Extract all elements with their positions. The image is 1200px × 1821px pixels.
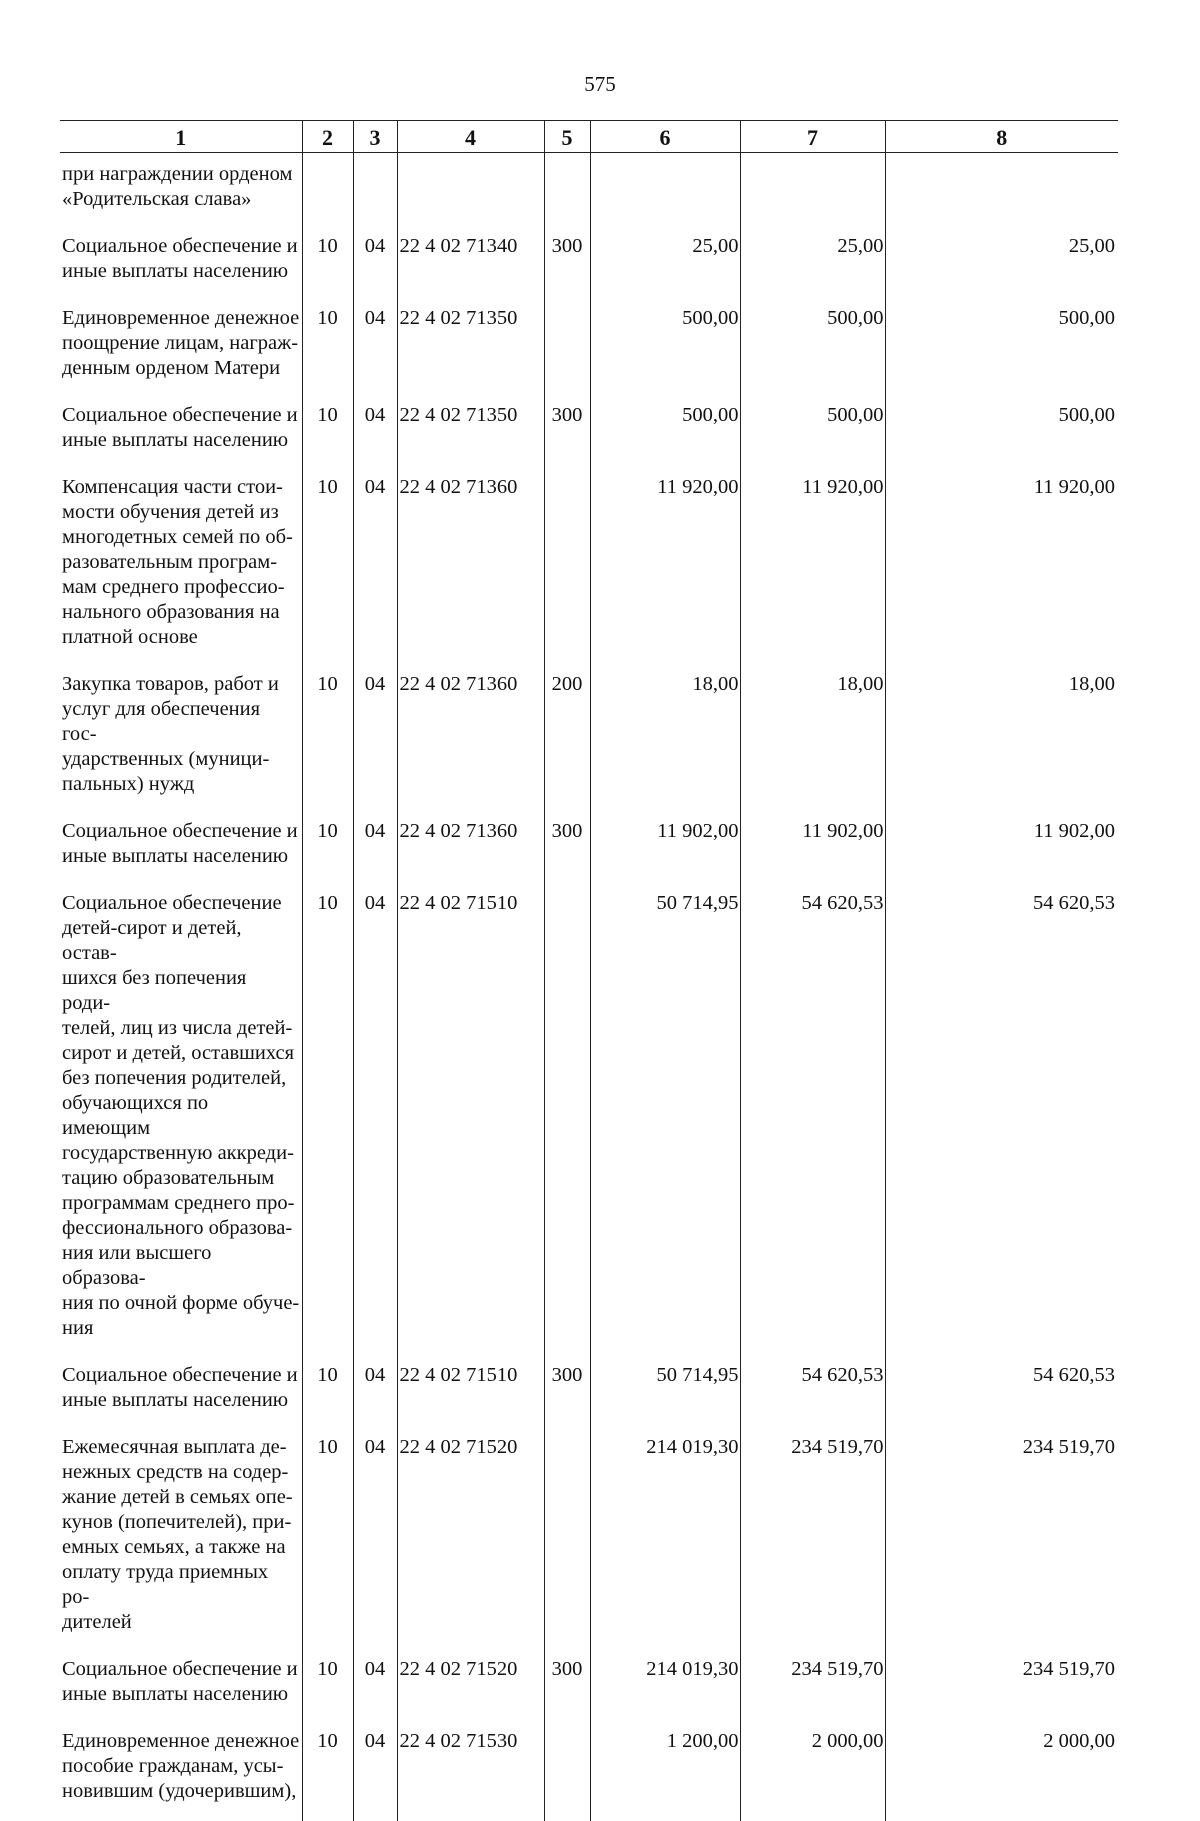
row-name-cell: Единовременное денежное пособие гражданам, усы- новившим (удочерившим),: [60, 1724, 302, 1821]
section-cell: 10: [302, 398, 353, 470]
amount-col8-cell: 2 000,00: [885, 1724, 1118, 1821]
table-row: [60, 886, 1118, 1358]
row-name-cell: Закупка товаров, работ и услуг для обеспечения гос- ударственных (муници- пальных) нужд: [60, 667, 302, 814]
section-cell: 10: [302, 470, 353, 667]
budget-table: [60, 120, 1118, 1821]
amount-col6-cell: 50 714,95: [590, 1358, 740, 1430]
expense-type-cell: 300: [544, 1652, 590, 1724]
amount-col8-cell: 11 920,00: [885, 470, 1118, 667]
table-row: [60, 470, 1118, 667]
expense-type-cell: [544, 1724, 590, 1821]
section-cell: 10: [302, 229, 353, 301]
expense-type-cell: 300: [544, 398, 590, 470]
amount-col7-cell: 234 519,70: [740, 1652, 885, 1724]
section-cell: 10: [302, 1430, 353, 1652]
expense-type-cell: 200: [544, 667, 590, 814]
section-cell: 10: [302, 1358, 353, 1430]
amount-col8-cell: 11 902,00: [885, 814, 1118, 886]
amount-col8-cell: 234 519,70: [885, 1652, 1118, 1724]
amount-col7-cell: 234 519,70: [740, 1430, 885, 1652]
amount-col8-cell: 54 620,53: [885, 1358, 1118, 1430]
amount-col8-cell: 500,00: [885, 398, 1118, 470]
subsection-cell: [353, 153, 397, 230]
row-name-cell: Социальное обеспечение и иные выплаты населению: [60, 229, 302, 301]
target-article-cell: 22 4 02 71530: [397, 1724, 544, 1821]
section-cell: 10: [302, 1724, 353, 1821]
amount-col6-cell: 214 019,30: [590, 1652, 740, 1724]
expense-type-cell: [544, 886, 590, 1358]
amount-col6-cell: 500,00: [590, 301, 740, 398]
row-name-cell: Компенсация части стои- мости обучения детей из многодетных семей по об- разовательным програм- мам среднего профессио- нального образования на платной основе: [60, 470, 302, 667]
amount-col8-cell: 25,00: [885, 229, 1118, 301]
amount-col6-cell: 50 714,95: [590, 886, 740, 1358]
row-name-cell: Ежемесячная выплата де- нежных средств на содер- жание детей в семьях опе- кунов (попечителей), при- емных семьях, а также на оплату труда приемных ро- дителей: [60, 1430, 302, 1652]
column-header-8: 8: [885, 121, 1118, 153]
amount-col6-cell: 1 200,00: [590, 1724, 740, 1821]
amount-col7-cell: 500,00: [740, 398, 885, 470]
row-name-cell: Социальное обеспечение и иные выплаты населению: [60, 1358, 302, 1430]
amount-col7-cell: 2 000,00: [740, 1724, 885, 1821]
subsection-cell: 04: [353, 229, 397, 301]
target-article-cell: 22 4 02 71520: [397, 1430, 544, 1652]
column-header-6: 6: [590, 121, 740, 153]
table-row: [60, 1652, 1118, 1724]
amount-col8-cell: 500,00: [885, 301, 1118, 398]
table-row: [60, 814, 1118, 886]
target-article-cell: 22 4 02 71510: [397, 1358, 544, 1430]
column-header-3: 3: [353, 121, 397, 153]
subsection-cell: 04: [353, 398, 397, 470]
target-article-cell: 22 4 02 71360: [397, 814, 544, 886]
target-article-cell: [397, 153, 544, 230]
amount-col8-cell: 18,00: [885, 667, 1118, 814]
expense-type-cell: 300: [544, 229, 590, 301]
section-cell: [302, 153, 353, 230]
expense-type-cell: 300: [544, 1358, 590, 1430]
subsection-cell: 04: [353, 1358, 397, 1430]
section-cell: 10: [302, 814, 353, 886]
expense-type-cell: [544, 153, 590, 230]
amount-col6-cell: 25,00: [590, 229, 740, 301]
table-row: [60, 398, 1118, 470]
amount-col7-cell: 25,00: [740, 229, 885, 301]
amount-col8-cell: 54 620,53: [885, 886, 1118, 1358]
table-row: [60, 153, 1118, 230]
expense-type-cell: [544, 301, 590, 398]
section-cell: 10: [302, 1652, 353, 1724]
row-name-cell: Социальное обеспечение и иные выплаты населению: [60, 398, 302, 470]
table-row: [60, 301, 1118, 398]
subsection-cell: 04: [353, 886, 397, 1358]
amount-col7-cell: 11 920,00: [740, 470, 885, 667]
amount-col6-cell: 11 920,00: [590, 470, 740, 667]
section-cell: 10: [302, 667, 353, 814]
expense-type-cell: 300: [544, 814, 590, 886]
target-article-cell: 22 4 02 71360: [397, 470, 544, 667]
column-header-2: 2: [302, 121, 353, 153]
subsection-cell: 04: [353, 667, 397, 814]
row-name-cell: при награждении орденом «Родительская слава»: [60, 153, 302, 230]
row-name-cell: Социальное обеспечение детей-сирот и детей, остав- шихся без попечения роди- телей, лиц из числа детей- сирот и детей, оставшихся без попечения родителей, обучающихся по имеющим государственную аккреди- тацию образовательным программам среднего про- фессионального образова- ния или высшего образова- ния по очной форме обуче- ния: [60, 886, 302, 1358]
amount-col7-cell: 18,00: [740, 667, 885, 814]
table-row: [60, 1724, 1118, 1821]
subsection-cell: 04: [353, 1724, 397, 1821]
section-cell: 10: [302, 886, 353, 1358]
target-article-cell: 22 4 02 71520: [397, 1652, 544, 1724]
subsection-cell: 04: [353, 1652, 397, 1724]
section-cell: 10: [302, 301, 353, 398]
target-article-cell: 22 4 02 71350: [397, 398, 544, 470]
target-article-cell: 22 4 02 71340: [397, 229, 544, 301]
amount-col7-cell: 54 620,53: [740, 1358, 885, 1430]
amount-col6-cell: 18,00: [590, 667, 740, 814]
subsection-cell: 04: [353, 301, 397, 398]
table-row: [60, 667, 1118, 814]
table-row: [60, 1430, 1118, 1652]
column-header-7: 7: [740, 121, 885, 153]
header-row: [60, 121, 1118, 153]
subsection-cell: 04: [353, 470, 397, 667]
expense-type-cell: [544, 1430, 590, 1652]
amount-col6-cell: 500,00: [590, 398, 740, 470]
expense-type-cell: [544, 470, 590, 667]
amount-col7-cell: 500,00: [740, 301, 885, 398]
target-article-cell: 22 4 02 71360: [397, 667, 544, 814]
table-body: [60, 153, 1118, 1821]
row-name-cell: Социальное обеспечение и иные выплаты населению: [60, 1652, 302, 1724]
table-row: [60, 229, 1118, 301]
amount-col6-cell: [590, 153, 740, 230]
amount-col8-cell: [885, 153, 1118, 230]
page-number: 575: [0, 72, 1200, 97]
amount-col6-cell: 214 019,30: [590, 1430, 740, 1652]
amount-col7-cell: 54 620,53: [740, 886, 885, 1358]
target-article-cell: 22 4 02 71510: [397, 886, 544, 1358]
column-header-1: 1: [60, 121, 302, 153]
amount-col7-cell: [740, 153, 885, 230]
amount-col8-cell: 234 519,70: [885, 1430, 1118, 1652]
table-row: [60, 1358, 1118, 1430]
column-header-5: 5: [544, 121, 590, 153]
column-header-4: 4: [397, 121, 544, 153]
target-article-cell: 22 4 02 71350: [397, 301, 544, 398]
subsection-cell: 04: [353, 1430, 397, 1652]
amount-col6-cell: 11 902,00: [590, 814, 740, 886]
amount-col7-cell: 11 902,00: [740, 814, 885, 886]
subsection-cell: 04: [353, 814, 397, 886]
table-header: [60, 121, 1118, 153]
row-name-cell: Единовременное денежное поощрение лицам, награж- денным орденом Матери: [60, 301, 302, 398]
row-name-cell: Социальное обеспечение и иные выплаты населению: [60, 814, 302, 886]
